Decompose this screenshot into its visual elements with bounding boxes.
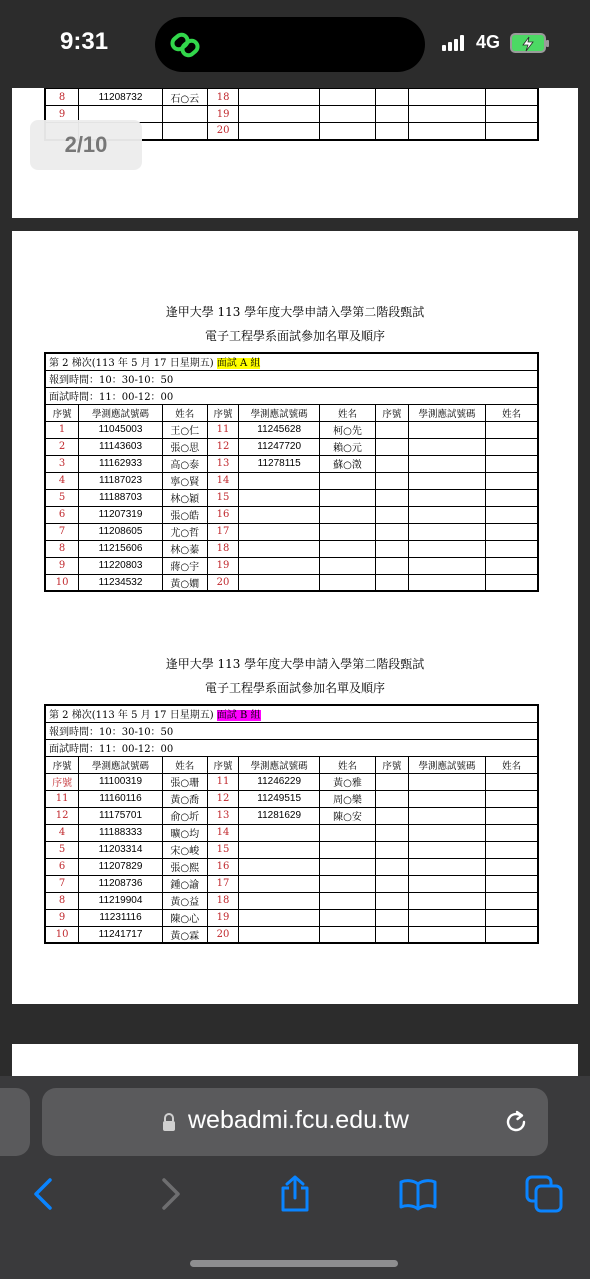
seq-number: 12 xyxy=(207,438,239,455)
exam-number xyxy=(408,472,486,489)
student-name: 鍾○諭 xyxy=(162,875,207,892)
exam-number: 11215606 xyxy=(79,540,163,557)
exam-number xyxy=(239,540,320,557)
student-name: 王○仁 xyxy=(162,421,207,438)
exam-number xyxy=(239,523,320,540)
lock-icon xyxy=(162,1113,176,1131)
exam-number: 11281629 xyxy=(239,807,320,824)
student-name: 宋○峻 xyxy=(162,841,207,858)
seq-number: 14 xyxy=(207,472,239,489)
seq-number: 6 xyxy=(45,858,79,875)
seq-number: 18 xyxy=(207,892,239,909)
table-row xyxy=(45,455,538,472)
roster-table-a xyxy=(44,352,539,592)
interview-time-a: 面試時間：11：00-12：00 xyxy=(45,387,538,404)
seq-number: 8 xyxy=(45,540,79,557)
seq-number: 11 xyxy=(45,790,79,807)
student-name xyxy=(319,926,375,943)
seq-number: 9 xyxy=(45,909,79,926)
seq-number: 9 xyxy=(45,106,79,123)
seq-number: 20 xyxy=(207,926,239,943)
student-name xyxy=(486,875,538,892)
table-row xyxy=(45,472,538,489)
table-row xyxy=(45,824,538,841)
column-header: 學測應試號碼 xyxy=(408,756,486,773)
report-time-a: 報到時間：10：30-10：50 xyxy=(45,370,538,387)
student-name: 俞○圻 xyxy=(162,807,207,824)
column-header: 序號 xyxy=(45,404,79,421)
column-header: 姓名 xyxy=(162,756,207,773)
exam-number: 11208605 xyxy=(79,523,163,540)
student-name: 尤○哲 xyxy=(162,523,207,540)
seq-number: 序號 xyxy=(45,773,79,790)
student-name: 蔣○宇 xyxy=(162,557,207,574)
exam-number xyxy=(408,773,486,790)
empty-cell xyxy=(239,89,320,106)
seq-number: 16 xyxy=(207,506,239,523)
seq-number: 19 xyxy=(207,106,239,123)
page-counter: 2/10 xyxy=(30,120,142,170)
exam-number xyxy=(408,455,486,472)
exam-number: 11188333 xyxy=(79,824,163,841)
dynamic-island xyxy=(155,17,425,72)
seq-number: 10 xyxy=(45,574,79,591)
pdf-page-2 xyxy=(12,231,578,1004)
exam-number xyxy=(239,858,320,875)
column-header: 序號 xyxy=(376,756,409,773)
seq-number: 10 xyxy=(45,926,79,943)
seq-number xyxy=(376,858,409,875)
seq-number: 15 xyxy=(207,841,239,858)
exam-number: 11100319 xyxy=(79,773,163,790)
student-name: 林○穎 xyxy=(162,489,207,506)
column-header: 學測應試號碼 xyxy=(239,756,320,773)
student-name xyxy=(486,523,538,540)
batch-info-a: 第 2 梯次(113 年 5 月 17 日星期五) 面試 A 組 xyxy=(45,353,538,370)
exam-number xyxy=(239,574,320,591)
column-header: 學測應試號碼 xyxy=(408,404,486,421)
table-row xyxy=(45,540,538,557)
table-row xyxy=(45,489,538,506)
reload-icon[interactable] xyxy=(502,1108,530,1136)
student-name xyxy=(319,892,375,909)
batch-info-b: 第 2 梯次(113 年 5 月 17 日星期五) 面試 B 組 xyxy=(45,705,538,722)
student-name: 黃○嫺 xyxy=(162,574,207,591)
exam-number xyxy=(239,472,320,489)
doc-subtitle-a: 電子工程學系面試參加名單及順序 xyxy=(204,329,385,343)
student-name xyxy=(319,858,375,875)
column-header: 學測應試號碼 xyxy=(79,404,163,421)
seq-number: 17 xyxy=(207,875,239,892)
empty-cell xyxy=(408,123,486,140)
empty-cell xyxy=(486,106,538,123)
student-name xyxy=(486,892,538,909)
seq-number xyxy=(376,540,409,557)
exam-number: 11245628 xyxy=(239,421,320,438)
exam-number xyxy=(408,523,486,540)
exam-number: 11188703 xyxy=(79,489,163,506)
exam-number: 11207319 xyxy=(79,506,163,523)
exam-number xyxy=(408,858,486,875)
seq-number xyxy=(376,909,409,926)
previous-tab-preview[interactable] xyxy=(0,1088,30,1156)
empty-cell xyxy=(486,123,538,140)
seq-number: 20 xyxy=(207,123,239,140)
student-name: 黃○喬 xyxy=(162,790,207,807)
table-row xyxy=(45,773,538,790)
student-name xyxy=(319,824,375,841)
seq-number: 8 xyxy=(45,89,79,106)
exam-number: 11208736 xyxy=(79,875,163,892)
student-name: 林○蓁 xyxy=(162,540,207,557)
status-bar xyxy=(0,0,590,88)
exam-number: 11249515 xyxy=(239,790,320,807)
seq-number: 11 xyxy=(207,773,239,790)
status-time: 9:31 xyxy=(60,28,109,55)
student-name: 寧○賢 xyxy=(162,472,207,489)
back-chevron-icon[interactable] xyxy=(24,1174,64,1214)
exam-number: 11220803 xyxy=(79,557,163,574)
table-row xyxy=(45,790,538,807)
exam-number xyxy=(408,824,486,841)
exam-number: 11234532 xyxy=(79,574,163,591)
student-name xyxy=(486,841,538,858)
student-name xyxy=(486,438,538,455)
student-name xyxy=(319,909,375,926)
home-indicator[interactable] xyxy=(190,1260,398,1267)
student-name: 陳○心 xyxy=(162,909,207,926)
seq-number: 13 xyxy=(207,807,239,824)
link-icon xyxy=(167,27,203,63)
student-name xyxy=(486,824,538,841)
group-label-b: 面試 B 組 xyxy=(216,710,261,722)
seq-number: 16 xyxy=(207,858,239,875)
student-name xyxy=(486,858,538,875)
empty-cell xyxy=(376,123,409,140)
exam-number: 11045003 xyxy=(79,421,163,438)
seq-number xyxy=(376,438,409,455)
seq-number: 6 xyxy=(45,506,79,523)
column-header: 序號 xyxy=(207,404,239,421)
book-icon[interactable] xyxy=(398,1174,438,1214)
student-name xyxy=(486,807,538,824)
exam-number xyxy=(408,540,486,557)
column-header: 姓名 xyxy=(319,756,375,773)
exam-number xyxy=(239,892,320,909)
student-name: 周○樂 xyxy=(319,790,375,807)
seq-number xyxy=(376,455,409,472)
seq-number: 19 xyxy=(207,557,239,574)
exam-number xyxy=(408,909,486,926)
seq-number xyxy=(376,807,409,824)
student-name: 曠○均 xyxy=(162,824,207,841)
table-row xyxy=(45,557,538,574)
student-name xyxy=(486,557,538,574)
exam-number xyxy=(239,875,320,892)
column-header: 姓名 xyxy=(162,404,207,421)
student-name: 賴○元 xyxy=(319,438,375,455)
seq-number xyxy=(376,875,409,892)
student-name xyxy=(486,773,538,790)
exam-number: 11203314 xyxy=(79,841,163,858)
column-header: 學測應試號碼 xyxy=(239,404,320,421)
exam-number: 11187023 xyxy=(79,472,163,489)
student-name xyxy=(319,489,375,506)
exam-number xyxy=(239,926,320,943)
table-row xyxy=(45,523,538,540)
column-header: 學測應試號碼 xyxy=(79,756,163,773)
exam-number xyxy=(239,489,320,506)
seq-number xyxy=(376,841,409,858)
empty-cell xyxy=(320,123,376,140)
column-header: 序號 xyxy=(45,756,79,773)
exam-number xyxy=(408,807,486,824)
exam-number: 11246229 xyxy=(239,773,320,790)
student-name xyxy=(319,523,375,540)
exam-number: 11208732 xyxy=(79,89,163,106)
doc-title-a: 逢甲大學 113 學年度大學申請入學第二階段甄試 xyxy=(165,305,425,319)
seq-number: 12 xyxy=(45,807,79,824)
student-name: 高○泰 xyxy=(162,455,207,472)
network-type: 4G xyxy=(476,32,501,52)
address-bar[interactable] xyxy=(42,1088,548,1156)
student-name xyxy=(486,926,538,943)
table-row xyxy=(45,841,538,858)
exam-number: 11231116 xyxy=(79,909,163,926)
battery-icon xyxy=(510,33,546,53)
student-name xyxy=(319,540,375,557)
exam-number xyxy=(239,841,320,858)
doc-title-b: 逢甲大學 113 學年度大學申請入學第二階段甄試 xyxy=(165,657,425,671)
student-name xyxy=(319,875,375,892)
student-name: 蘇○澂 xyxy=(319,455,375,472)
student-name xyxy=(486,506,538,523)
student-name xyxy=(319,506,375,523)
seq-number: 5 xyxy=(45,841,79,858)
student-name xyxy=(319,557,375,574)
exam-number xyxy=(408,574,486,591)
seq-number xyxy=(376,790,409,807)
seq-number xyxy=(376,892,409,909)
student-name: 石○云 xyxy=(162,89,207,106)
exam-number: 11143603 xyxy=(79,438,163,455)
table-row xyxy=(45,438,538,455)
exam-number: 11207829 xyxy=(79,858,163,875)
exam-number xyxy=(408,926,486,943)
exam-number xyxy=(408,506,486,523)
exam-number: 11160116 xyxy=(79,790,163,807)
exam-number xyxy=(408,438,486,455)
seq-number: 7 xyxy=(45,523,79,540)
seq-number: 13 xyxy=(207,455,239,472)
student-name xyxy=(486,455,538,472)
student-name xyxy=(486,421,538,438)
student-name: 張○珊 xyxy=(162,773,207,790)
student-name xyxy=(486,909,538,926)
seq-number xyxy=(376,926,409,943)
student-name xyxy=(486,790,538,807)
empty-cell xyxy=(376,89,409,106)
seq-number xyxy=(376,472,409,489)
seq-number: 5 xyxy=(45,489,79,506)
empty-cell xyxy=(376,106,409,123)
exam-number xyxy=(239,909,320,926)
student-name xyxy=(319,841,375,858)
doc-subtitle-b: 電子工程學系面試參加名單及順序 xyxy=(204,681,385,695)
exam-number xyxy=(239,557,320,574)
seq-number: 18 xyxy=(207,540,239,557)
table-row xyxy=(45,506,538,523)
empty-cell xyxy=(320,89,376,106)
table-row xyxy=(45,858,538,875)
group-label-a: 面試 A 組 xyxy=(216,358,261,370)
tabs-icon[interactable] xyxy=(524,1174,564,1214)
empty-cell xyxy=(486,89,538,106)
seq-number: 20 xyxy=(207,574,239,591)
table-row xyxy=(45,421,538,438)
student-name xyxy=(162,123,207,140)
student-name xyxy=(162,106,207,123)
browser-chrome xyxy=(0,1076,590,1279)
report-time-b: 報到時間：10：30-10：50 xyxy=(45,722,538,739)
exam-number xyxy=(408,489,486,506)
seq-number: 7 xyxy=(45,875,79,892)
seq-number: 4 xyxy=(45,472,79,489)
seq-number xyxy=(376,557,409,574)
student-name: 張○思 xyxy=(162,438,207,455)
seq-number: 18 xyxy=(207,89,239,106)
empty-cell xyxy=(320,106,376,123)
seq-number xyxy=(376,421,409,438)
exam-number xyxy=(239,506,320,523)
exam-number xyxy=(408,557,486,574)
table-row xyxy=(45,926,538,943)
seq-number xyxy=(376,489,409,506)
seq-number xyxy=(376,824,409,841)
forward-chevron-icon[interactable] xyxy=(150,1174,190,1214)
exam-number xyxy=(408,892,486,909)
student-name: 陳○安 xyxy=(319,807,375,824)
seq-number: 12 xyxy=(207,790,239,807)
student-name xyxy=(319,472,375,489)
browser-toolbar xyxy=(0,1174,590,1234)
seq-number xyxy=(376,574,409,591)
student-name: 柯○先 xyxy=(319,421,375,438)
exam-number xyxy=(239,824,320,841)
share-icon[interactable] xyxy=(275,1174,315,1214)
student-name xyxy=(486,472,538,489)
exam-number xyxy=(408,790,486,807)
column-header: 姓名 xyxy=(486,404,538,421)
seq-number: 14 xyxy=(207,824,239,841)
exam-number xyxy=(408,421,486,438)
empty-cell xyxy=(408,106,486,123)
student-name: 黃○霖 xyxy=(162,926,207,943)
exam-number: 11241717 xyxy=(79,926,163,943)
seq-number: 17 xyxy=(207,523,239,540)
seq-number: 3 xyxy=(45,455,79,472)
seq-number: 19 xyxy=(207,909,239,926)
exam-number: 11219904 xyxy=(79,892,163,909)
column-header: 姓名 xyxy=(486,756,538,773)
table-row xyxy=(45,574,538,591)
student-name xyxy=(486,574,538,591)
seq-number xyxy=(376,506,409,523)
student-name xyxy=(486,540,538,557)
empty-cell xyxy=(239,106,320,123)
seq-number: 4 xyxy=(45,824,79,841)
seq-number: 2 xyxy=(45,438,79,455)
student-name: 張○熙 xyxy=(162,858,207,875)
seq-number: 1 xyxy=(45,421,79,438)
exam-number: 11162933 xyxy=(79,455,163,472)
table-row xyxy=(45,875,538,892)
empty-cell xyxy=(408,89,486,106)
seq-number: 15 xyxy=(207,489,239,506)
roster-table-b xyxy=(44,704,539,944)
student-name xyxy=(486,489,538,506)
column-header: 序號 xyxy=(207,756,239,773)
exam-number: 11175701 xyxy=(79,807,163,824)
student-name: 黃○益 xyxy=(162,892,207,909)
seq-number: 9 xyxy=(45,557,79,574)
table-row xyxy=(45,89,538,106)
table-row xyxy=(45,909,538,926)
exam-number: 11278115 xyxy=(239,455,320,472)
column-header: 姓名 xyxy=(319,404,375,421)
seq-number xyxy=(376,523,409,540)
table-row xyxy=(45,892,538,909)
student-name xyxy=(319,574,375,591)
column-header: 序號 xyxy=(376,404,409,421)
exam-number: 11247720 xyxy=(239,438,320,455)
seq-number: 8 xyxy=(45,892,79,909)
exam-number xyxy=(408,841,486,858)
table-row xyxy=(45,807,538,824)
seq-number: 11 xyxy=(207,421,239,438)
seq-number xyxy=(376,773,409,790)
interview-time-b: 面試時間：11：00-12：00 xyxy=(45,739,538,756)
empty-cell xyxy=(239,123,320,140)
exam-number xyxy=(408,875,486,892)
signal-icon xyxy=(442,35,470,51)
url-text: webadmi.fcu.edu.tw xyxy=(188,1106,409,1134)
student-name: 黃○雅 xyxy=(319,773,375,790)
student-name: 張○皓 xyxy=(162,506,207,523)
